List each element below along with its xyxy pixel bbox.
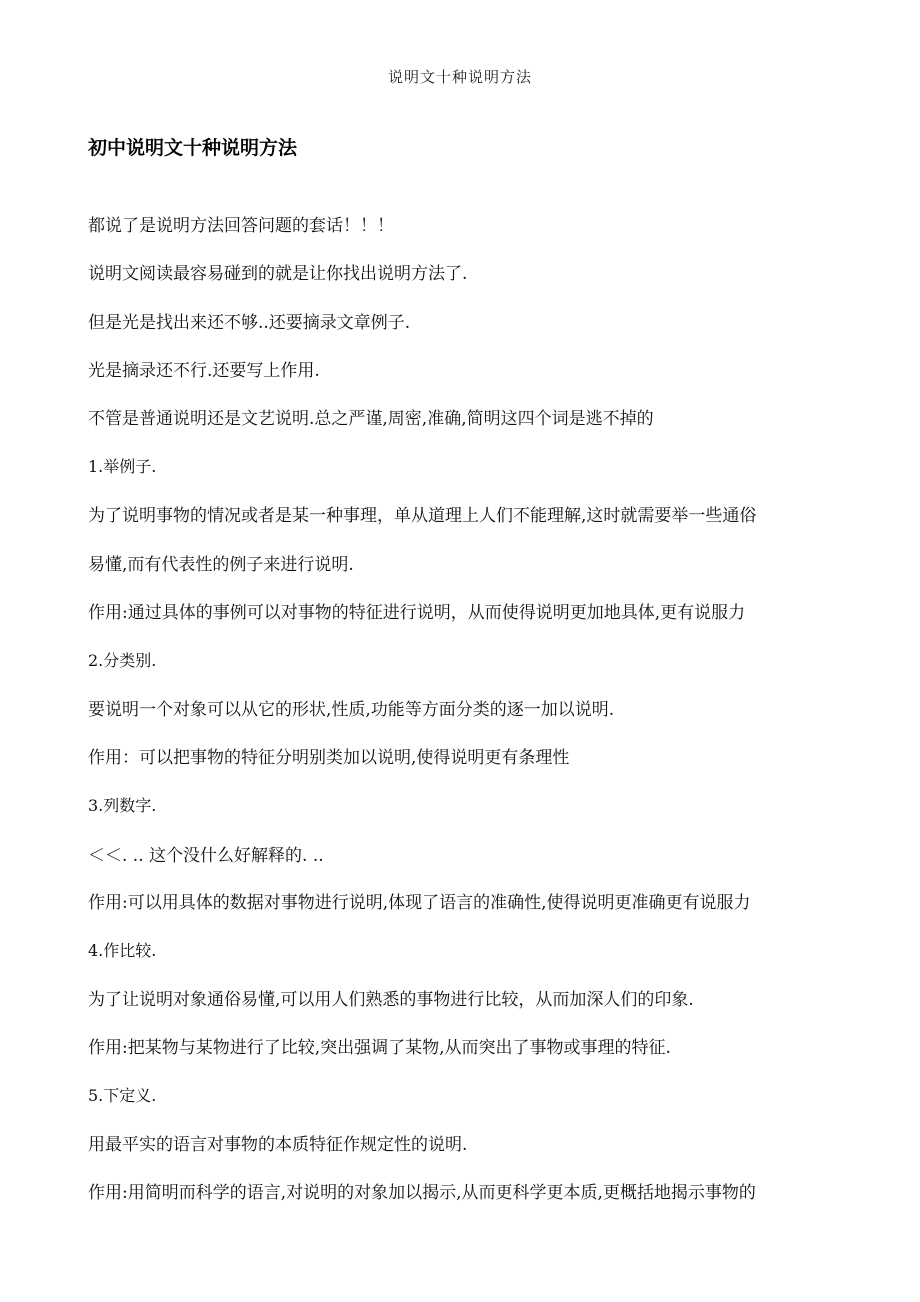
- section-heading: 3.列数字.: [88, 796, 157, 815]
- body-line: 为了说明事物的情况或者是某一种事理，单从道理上人们不能理解,这时就需要举一些通俗: [88, 506, 757, 526]
- body-line: 作用:把某物与某物进行了比较,突出强调了某物,从而突出了事物或事理的特征.: [88, 1038, 671, 1058]
- body-line: 为了让说明对象通俗易懂,可以用人们熟悉的事物进行比较，从而加深人们的印象.: [88, 990, 694, 1010]
- body-line: 用最平实的语言对事物的本质特征作规定性的说明.: [88, 1135, 468, 1155]
- body-line: 作用:通过具体的事例可以对事物的特征进行说明，从而使得说明更加地具体,更有说服力: [88, 603, 746, 623]
- document-title: 初中说明文十种说明方法: [88, 137, 298, 159]
- section-heading: 2.分类别.: [88, 651, 157, 670]
- body-line: ＜＜. .. 这个没什么好解释的. ..: [88, 846, 324, 866]
- body-line: 光是摘录还不行.还要写上作用.: [88, 361, 320, 381]
- body-line: 作用：可以把事物的特征分明别类加以说明,使得说明更有条理性: [88, 748, 570, 768]
- running-header: 说明文十种说明方法: [387, 68, 532, 86]
- section-heading: 1.举例子.: [88, 457, 157, 476]
- body-line: 都说了是说明方法回答问题的套话！！！: [88, 216, 394, 236]
- section-heading: 4.作比较.: [88, 941, 157, 960]
- body-line: 但是光是找出来还不够..还要摘录文章例子.: [88, 313, 411, 333]
- body-line: 作用:可以用具体的数据对事物进行说明,体现了语言的准确性,使得说明更准确更有说服力: [88, 893, 751, 913]
- section-heading: 5.下定义.: [88, 1086, 157, 1105]
- body-line: 不管是普通说明还是文艺说明.总之严谨,周密,准确,简明这四个词是逃不掉的: [88, 409, 654, 429]
- body-line: 作用:用简明而科学的语言,对说明的对象加以揭示,从而更科学更本质,更概括地揭示事物的: [88, 1183, 756, 1203]
- body-line: 易懂,而有代表性的例子来进行说明.: [88, 555, 354, 575]
- body-line: 要说明一个对象可以从它的形状,性质,功能等方面分类的逐一加以说明.: [88, 700, 615, 720]
- body-line: 说明文阅读最容易碰到的就是让你找出说明方法了.: [88, 264, 468, 284]
